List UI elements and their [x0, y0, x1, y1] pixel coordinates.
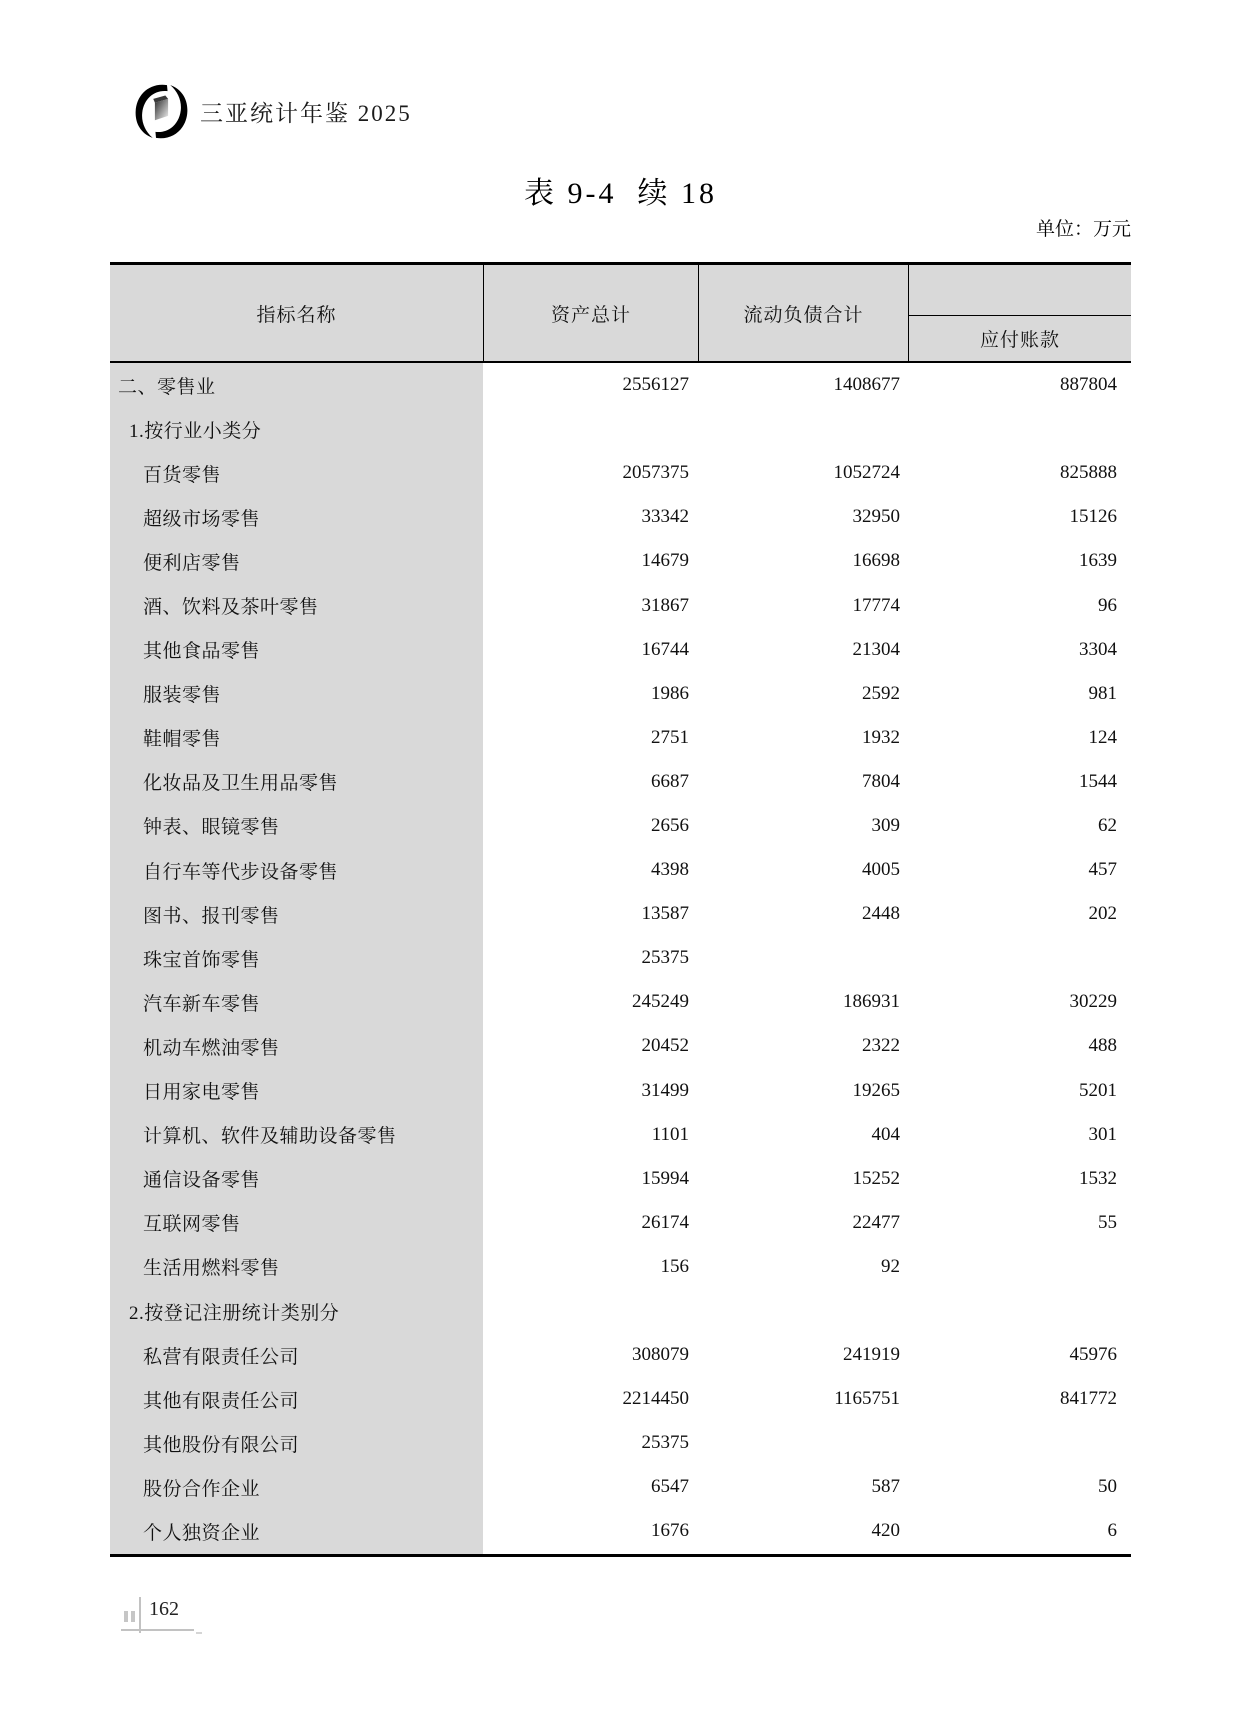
liabilities-cell: 19265	[852, 1079, 900, 1101]
footer-deco-tick	[196, 1632, 202, 1634]
indicator-cell: 互联网零售	[110, 1201, 483, 1245]
liabilities-cell: 92	[881, 1255, 900, 1277]
table-row	[110, 1377, 1131, 1421]
assets-cell: 308079	[632, 1344, 689, 1366]
table-row	[110, 495, 1131, 539]
table-row	[110, 760, 1131, 804]
assets-cell: 15994	[641, 1167, 689, 1189]
header-accounts-payable: 应付账款	[909, 315, 1131, 361]
liabilities-cell: 404	[871, 1123, 900, 1145]
payable-cell: 30229	[1069, 991, 1117, 1013]
assets-cell: 25375	[641, 947, 689, 969]
assets-cell: 14679	[641, 550, 689, 572]
indicator-cell: 鞋帽零售	[110, 716, 483, 760]
payable-cell: 825888	[1060, 462, 1117, 484]
payable-cell: 488	[1088, 1035, 1117, 1057]
indicator-cell: 便利店零售	[110, 539, 483, 583]
payable-cell: 5201	[1079, 1079, 1117, 1101]
table-row	[110, 407, 1131, 451]
liabilities-cell	[698, 407, 908, 451]
header-empty-cell	[909, 265, 1131, 315]
assets-cell: 2656	[651, 814, 689, 836]
liabilities-cell: 2448	[862, 903, 900, 925]
indicator-cell: 股份合作企业	[110, 1465, 483, 1509]
payable-cell	[908, 1289, 1131, 1333]
table-row	[110, 1245, 1131, 1289]
yearbook-logo-icon	[133, 84, 190, 139]
indicator-cell: 珠宝首饰零售	[110, 936, 483, 980]
table-row	[110, 363, 1131, 407]
indicator-cell: 钟表、眼镜零售	[110, 804, 483, 848]
payable-cell: 887804	[1060, 374, 1117, 396]
liabilities-cell: 1408677	[833, 374, 900, 396]
payable-cell	[908, 1245, 1131, 1289]
assets-cell: 25375	[641, 1432, 689, 1454]
payable-cell: 15126	[1069, 506, 1117, 528]
page-number: 162	[149, 1598, 179, 1620]
table-row	[110, 539, 1131, 583]
table-row	[110, 1289, 1131, 1333]
payable-cell: 45976	[1069, 1344, 1117, 1366]
table-row	[110, 848, 1131, 892]
liabilities-cell: 241919	[843, 1344, 900, 1366]
header-current-liabilities: 流动负债合计	[698, 265, 908, 361]
liabilities-cell: 15252	[852, 1167, 900, 1189]
table-body	[110, 363, 1131, 1557]
table-row	[110, 628, 1131, 672]
indicator-cell: 汽车新车零售	[110, 980, 483, 1024]
indicator-cell: 二、零售业	[110, 363, 483, 407]
header-indicator-name: 指标名称	[256, 304, 337, 326]
indicator-cell: 日用家电零售	[110, 1069, 483, 1113]
liabilities-cell: 1052724	[833, 462, 900, 484]
liabilities-cell: 587	[871, 1476, 900, 1498]
indicator-cell: 自行车等代步设备零售	[110, 848, 483, 892]
payable-cell: 1639	[1079, 550, 1117, 572]
table-row	[110, 451, 1131, 495]
payable-cell	[908, 936, 1131, 980]
table-row	[110, 936, 1131, 980]
table-row	[110, 1509, 1131, 1553]
statistics-table	[110, 262, 1131, 1557]
indicator-cell: 化妆品及卫生用品零售	[110, 760, 483, 804]
indicator-cell: 服装零售	[110, 672, 483, 716]
assets-cell: 16744	[641, 638, 689, 660]
liabilities-cell	[698, 1421, 908, 1465]
assets-cell: 31867	[641, 594, 689, 616]
payable-cell: 1544	[1079, 770, 1117, 792]
table-row	[110, 1333, 1131, 1377]
payable-cell: 62	[1098, 814, 1117, 836]
payable-cell: 1532	[1079, 1167, 1117, 1189]
payable-cell: 6	[1107, 1520, 1117, 1542]
indicator-cell: 酒、饮料及茶叶零售	[110, 583, 483, 627]
payable-cell: 981	[1088, 682, 1117, 704]
indicator-cell: 其他有限责任公司	[110, 1377, 483, 1421]
payable-cell: 124	[1088, 726, 1117, 748]
payable-cell: 50	[1098, 1476, 1117, 1498]
liabilities-cell: 420	[871, 1520, 900, 1542]
assets-cell: 1676	[651, 1520, 689, 1542]
table-row	[110, 980, 1131, 1024]
payable-cell: 301	[1088, 1123, 1117, 1145]
assets-cell: 156	[660, 1255, 689, 1277]
indicator-cell: 图书、报刊零售	[110, 892, 483, 936]
indicator-cell: 计算机、软件及辅助设备零售	[110, 1113, 483, 1157]
liabilities-cell: 1165751	[834, 1388, 900, 1410]
indicator-cell: 私营有限责任公司	[110, 1333, 483, 1377]
indicator-cell: 其他股份有限公司	[110, 1421, 483, 1465]
liabilities-cell: 17774	[852, 594, 900, 616]
liabilities-cell: 2592	[862, 682, 900, 704]
table-row	[110, 1024, 1131, 1068]
assets-cell: 31499	[641, 1079, 689, 1101]
indicator-cell: 超级市场零售	[110, 495, 483, 539]
assets-cell: 1986	[651, 682, 689, 704]
table-row	[110, 1157, 1131, 1201]
table-row	[110, 672, 1131, 716]
liabilities-cell: 1932	[862, 726, 900, 748]
payable-cell: 55	[1098, 1211, 1117, 1233]
table-row	[110, 1201, 1131, 1245]
payable-cell: 457	[1088, 859, 1117, 881]
assets-cell: 26174	[641, 1211, 689, 1233]
indicator-cell: 个人独资企业	[110, 1509, 483, 1553]
brand-header	[133, 84, 412, 139]
indicator-cell: 通信设备零售	[110, 1157, 483, 1201]
table-row	[110, 892, 1131, 936]
indicator-cell: 其他食品零售	[110, 628, 483, 672]
liabilities-cell: 32950	[852, 506, 900, 528]
indicator-cell: 机动车燃油零售	[110, 1024, 483, 1068]
indicator-cell: 生活用燃料零售	[110, 1245, 483, 1289]
assets-cell: 6687	[651, 770, 689, 792]
liabilities-cell	[698, 936, 908, 980]
header-col4-group	[908, 265, 1131, 361]
payable-cell: 96	[1098, 594, 1117, 616]
assets-cell: 2214450	[622, 1388, 689, 1410]
assets-cell: 2751	[651, 726, 689, 748]
payable-cell: 3304	[1079, 638, 1117, 660]
assets-cell	[483, 1289, 698, 1333]
footer-deco-vline	[139, 1597, 141, 1633]
table-row	[110, 1069, 1131, 1113]
payable-cell	[908, 1421, 1131, 1465]
table-row	[110, 1421, 1131, 1465]
liabilities-cell: 7804	[862, 770, 900, 792]
assets-cell: 1101	[651, 1123, 689, 1145]
unit-label: 单位：万元	[1035, 219, 1131, 240]
liabilities-cell: 4005	[862, 859, 900, 881]
assets-cell: 2556127	[622, 374, 689, 396]
assets-cell: 20452	[641, 1035, 689, 1057]
liabilities-cell: 16698	[852, 550, 900, 572]
payable-cell: 841772	[1060, 1388, 1117, 1410]
assets-cell: 4398	[651, 859, 689, 881]
assets-cell: 245249	[632, 991, 689, 1013]
table-row	[110, 716, 1131, 760]
indicator-cell: 2.按登记注册统计类别分	[110, 1289, 483, 1333]
table-row	[110, 1465, 1131, 1509]
liabilities-cell: 186931	[843, 991, 900, 1013]
liabilities-cell: 22477	[852, 1211, 900, 1233]
assets-cell: 6547	[651, 1476, 689, 1498]
liabilities-cell: 2322	[862, 1035, 900, 1057]
footer-deco-hline	[121, 1629, 194, 1631]
header-total-assets: 资产总计	[483, 265, 698, 361]
liabilities-cell	[698, 1289, 908, 1333]
table-row	[110, 1113, 1131, 1157]
table-title: 表 9-4 续 18	[524, 177, 717, 210]
brand-title: 三亚统计年鉴 2025	[200, 101, 412, 126]
assets-cell	[483, 407, 698, 451]
indicator-cell: 百货零售	[110, 451, 483, 495]
footer-deco-bars	[124, 1611, 135, 1622]
assets-cell: 2057375	[622, 462, 689, 484]
table-row	[110, 804, 1131, 848]
table-row	[110, 583, 1131, 627]
assets-cell: 33342	[641, 506, 689, 528]
liabilities-cell: 21304	[852, 638, 900, 660]
payable-cell: 202	[1088, 903, 1117, 925]
liabilities-cell: 309	[871, 814, 900, 836]
table-header	[110, 262, 1131, 363]
assets-cell: 13587	[641, 903, 689, 925]
payable-cell	[908, 407, 1131, 451]
indicator-cell: 1.按行业小类分	[110, 407, 483, 451]
